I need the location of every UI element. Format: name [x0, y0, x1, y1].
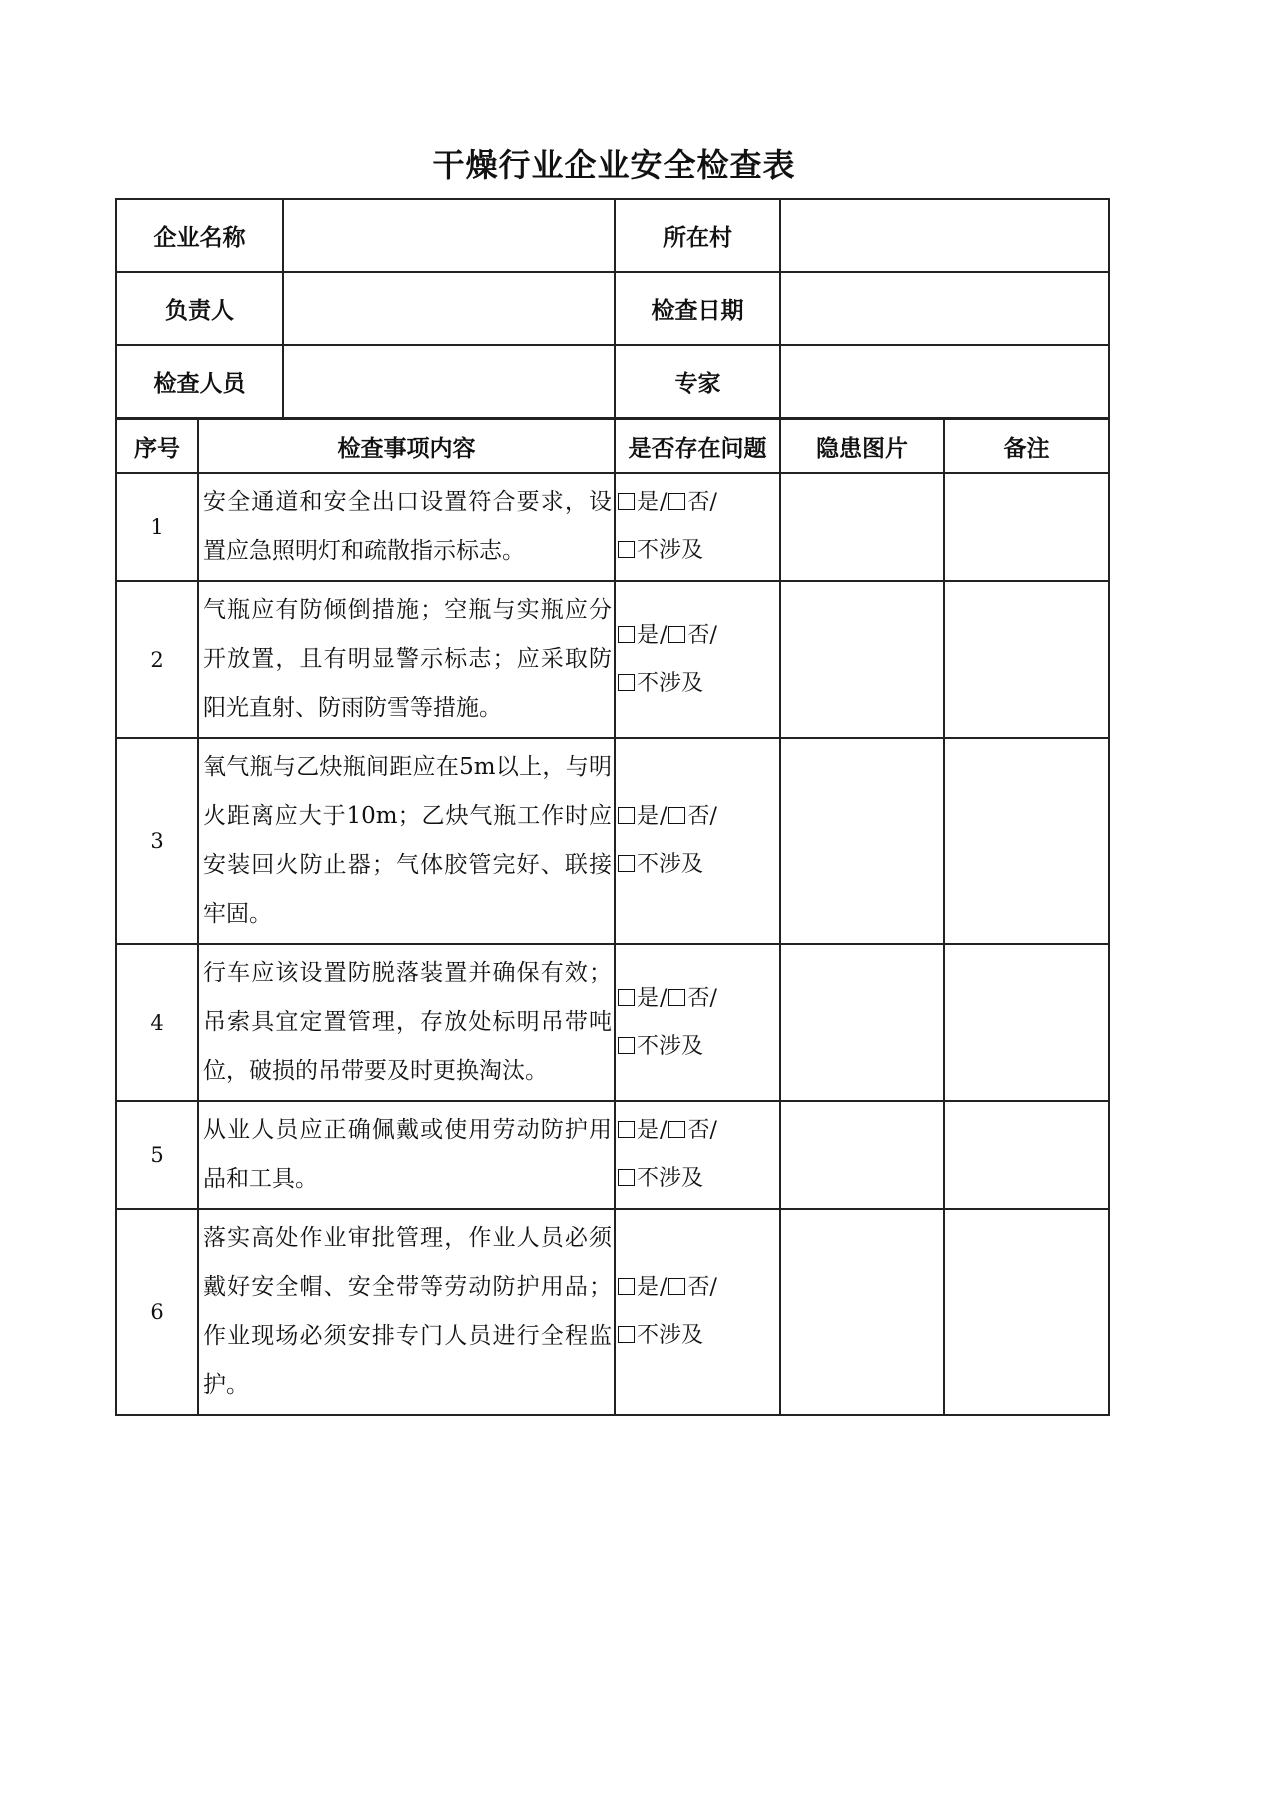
- hazard-photo-cell[interactable]: [780, 1209, 944, 1415]
- info-row-inspector: [116, 345, 1109, 418]
- expert-field[interactable]: [780, 345, 1109, 418]
- option-separator: /: [660, 622, 668, 648]
- yes-option-label: 是: [637, 490, 660, 515]
- table-row: [116, 1101, 1109, 1209]
- hazard-photo-cell[interactable]: [780, 581, 944, 738]
- row-content: 安全通道和安全出口设置符合要求，设置应急照明灯和疏散指示标志。: [198, 473, 615, 581]
- yes-option-label: 是: [637, 1118, 660, 1143]
- yes-option-label: 是: [637, 985, 660, 1011]
- row-content: 行车应该设置防脱落装置并确保有效；吊索具宜定置管理，存放处标明吊带吨位，破损的吊带要及时更换淘汰。: [198, 944, 615, 1101]
- person-in-charge-field[interactable]: [283, 272, 615, 345]
- issue-options: [615, 473, 780, 581]
- row-content: 氧气瓶与乙炔瓶间距应在5m以上，与明火距离应大于10m；乙炔气瓶工作时应安装回火防止器；气体胶管完好、联接牢固。: [198, 738, 615, 944]
- row-number: 2: [116, 581, 198, 738]
- table-row: [116, 1209, 1109, 1415]
- expert-label: 专家: [615, 345, 780, 418]
- issue-options: [615, 738, 780, 944]
- hazard-photo-cell[interactable]: [780, 473, 944, 581]
- no-checkbox[interactable]: [668, 493, 685, 510]
- option-separator: /: [709, 1118, 717, 1143]
- na-option-label: 不涉及: [637, 1033, 704, 1059]
- no-option-label: 否: [687, 985, 710, 1011]
- option-separator: /: [709, 490, 717, 515]
- company-name-field[interactable]: [283, 199, 615, 272]
- no-option-label: 否: [687, 490, 710, 515]
- remarks-cell[interactable]: [944, 738, 1109, 944]
- na-checkbox[interactable]: [618, 855, 635, 872]
- company-name-label: 企业名称: [116, 199, 283, 272]
- na-checkbox[interactable]: [618, 1037, 635, 1054]
- hazard-photo-cell[interactable]: [780, 738, 944, 944]
- no-option-label: 否: [687, 804, 710, 829]
- remarks-cell[interactable]: [944, 1209, 1109, 1415]
- row-number: 4: [116, 944, 198, 1101]
- no-checkbox[interactable]: [668, 626, 685, 643]
- village-field[interactable]: [780, 199, 1109, 272]
- na-option-label: 不涉及: [637, 538, 704, 563]
- table-row: [116, 738, 1109, 944]
- issue-options: [615, 944, 780, 1101]
- no-checkbox[interactable]: [668, 989, 685, 1006]
- issue-options: [615, 1101, 780, 1209]
- na-option-label: 不涉及: [637, 852, 704, 877]
- option-separator: /: [709, 804, 717, 829]
- no-checkbox[interactable]: [668, 807, 685, 824]
- yes-checkbox[interactable]: [618, 626, 635, 643]
- option-separator: /: [660, 490, 668, 515]
- inspection-table: [115, 418, 1110, 1416]
- option-separator: /: [709, 985, 717, 1011]
- option-separator: /: [660, 1275, 668, 1300]
- na-checkbox[interactable]: [618, 541, 635, 558]
- check-date-label: 检查日期: [615, 272, 780, 345]
- check-date-field[interactable]: [780, 272, 1109, 345]
- yes-option-label: 是: [637, 804, 660, 829]
- yes-checkbox[interactable]: [618, 1278, 635, 1295]
- option-separator: /: [660, 985, 668, 1011]
- na-option-label: 不涉及: [637, 670, 704, 696]
- person-in-charge-label: 负责人: [116, 272, 283, 345]
- table-row: [116, 581, 1109, 738]
- option-separator: /: [709, 1275, 717, 1300]
- na-option-label: 不涉及: [637, 1323, 704, 1348]
- option-separator: /: [709, 622, 717, 648]
- row-number: 3: [116, 738, 198, 944]
- hazard-photo-cell[interactable]: [780, 1101, 944, 1209]
- option-separator: /: [660, 1118, 668, 1143]
- yes-option-label: 是: [637, 1275, 660, 1300]
- info-row-person: [116, 272, 1109, 345]
- row-content: 落实高处作业审批管理，作业人员必须戴好安全帽、安全带等劳动防护用品；作业现场必须安排专门人员进行全程监护。: [198, 1209, 615, 1415]
- row-content: 从业人员应正确佩戴或使用劳动防护用品和工具。: [198, 1101, 615, 1209]
- page-title: 干燥行业企业安全检查表: [432, 146, 796, 184]
- row-number: 5: [116, 1101, 198, 1209]
- yes-checkbox[interactable]: [618, 493, 635, 510]
- remarks-cell[interactable]: [944, 473, 1109, 581]
- na-option-label: 不涉及: [637, 1166, 704, 1191]
- table-row: [116, 944, 1109, 1101]
- table-header-row: [116, 419, 1109, 473]
- row-content: 气瓶应有防倾倒措施；空瓶与实瓶应分开放置，且有明显警示标志；应采取防阳光直射、防雨防雪等措施。: [198, 581, 615, 738]
- header-issue: 是否存在问题: [615, 419, 780, 473]
- no-checkbox[interactable]: [668, 1121, 685, 1138]
- table-row: [116, 473, 1109, 581]
- na-checkbox[interactable]: [618, 1169, 635, 1186]
- village-label: 所在村: [615, 199, 780, 272]
- issue-options: [615, 581, 780, 738]
- hazard-photo-cell[interactable]: [780, 944, 944, 1101]
- no-option-label: 否: [687, 1275, 710, 1300]
- issue-options: [615, 1209, 780, 1415]
- header-remarks: 备注: [944, 419, 1109, 473]
- yes-checkbox[interactable]: [618, 807, 635, 824]
- row-number: 1: [116, 473, 198, 581]
- na-checkbox[interactable]: [618, 1326, 635, 1343]
- header-seq: 序号: [116, 419, 198, 473]
- remarks-cell[interactable]: [944, 944, 1109, 1101]
- info-row-company: [116, 199, 1109, 272]
- no-option-label: 否: [687, 1118, 710, 1143]
- row-number: 6: [116, 1209, 198, 1415]
- no-option-label: 否: [687, 622, 710, 648]
- na-checkbox[interactable]: [618, 674, 635, 691]
- header-hazard-photo: 隐患图片: [780, 419, 944, 473]
- inspector-label: 检查人员: [116, 345, 283, 418]
- yes-checkbox[interactable]: [618, 1121, 635, 1138]
- header-content: 检查事项内容: [198, 419, 615, 473]
- option-separator: /: [660, 804, 668, 829]
- no-checkbox[interactable]: [668, 1278, 685, 1295]
- remarks-cell[interactable]: [944, 581, 1109, 738]
- yes-checkbox[interactable]: [618, 989, 635, 1006]
- inspector-field[interactable]: [283, 345, 615, 418]
- remarks-cell[interactable]: [944, 1101, 1109, 1209]
- yes-option-label: 是: [637, 622, 660, 648]
- enterprise-info-table: [115, 198, 1110, 419]
